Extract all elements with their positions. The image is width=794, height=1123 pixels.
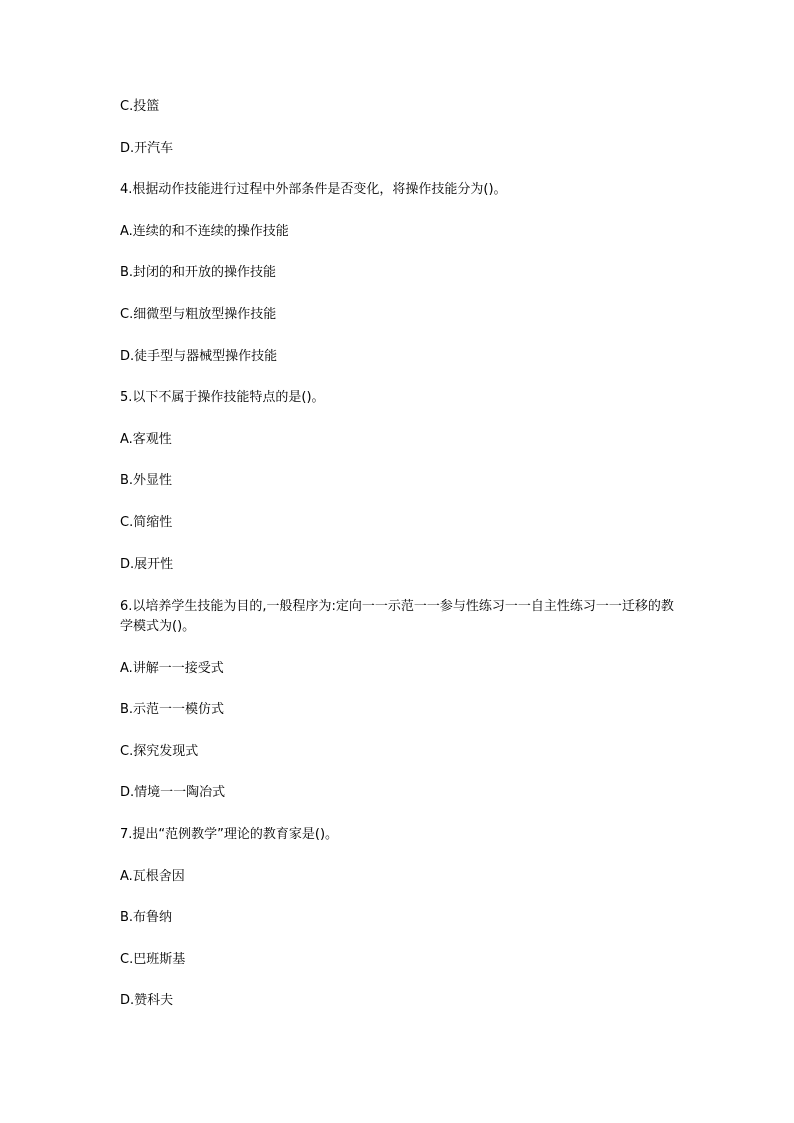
option-d-q4: D.徒手型与器械型操作技能 [120,349,278,364]
option-c-q3: C.投篮 [120,99,160,114]
option-b-q6: B.示范一一模仿式 [120,702,225,717]
option-c-q4: C.细微型与粗放型操作技能 [120,307,277,322]
option-b-q7: B.布鲁纳 [120,910,173,925]
question-4: 4.根据动作技能进行过程中外部条件是否变化，将操作技能分为()。 [120,182,507,197]
question-5: 5.以下不属于操作技能特点的是()。 [120,390,325,405]
option-a-q5: A.客观性 [120,432,172,447]
option-d-q3: D.开汽车 [120,141,174,156]
option-a-q6: A.讲解一一接受式 [120,661,224,676]
option-d-q6: D.情境一一陶冶式 [120,785,226,800]
option-c-q6: C.探究发现式 [120,744,199,759]
option-c-q7: C.巴班斯基 [120,952,186,967]
option-b-q4: B.封闭的和开放的操作技能 [120,265,277,280]
option-d-q7: D.赞科夫 [120,993,174,1008]
question-7: 7.提出“范例教学”理论的教育家是()。 [120,827,339,842]
option-c-q5: C.简缩性 [120,515,173,530]
question-6: 6.以培养学生技能为目的,一般程序为:定向一一示范一一参与性练习一一自主性练习一一迁移的教学模式为()。 [120,599,674,634]
option-a-q7: A.瓦根舍因 [120,869,185,884]
option-a-q4: A.连续的和不连续的操作技能 [120,224,289,239]
option-b-q5: B.外显性 [120,473,173,488]
option-d-q5: D.展开性 [120,557,174,572]
